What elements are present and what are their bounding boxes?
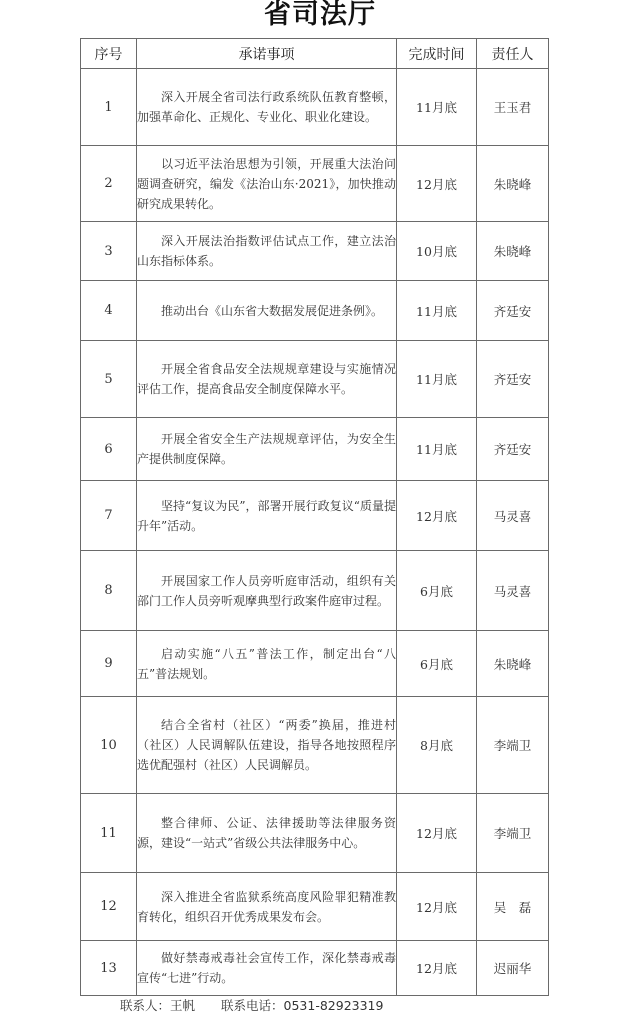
row-item: 深入开展法治指数评估试点工作，建立法治山东指标体系。 [137, 222, 397, 281]
row-time: 11月底 [397, 281, 477, 341]
row-item: 做好禁毒戒毒社会宣传工作，深化禁毒戒毒宣传“七进”行动。 [137, 941, 397, 996]
contact-footer [120, 996, 383, 1014]
table-row [81, 551, 549, 631]
row-item: 开展国家工作人员旁听庭审活动，组织有关部门工作人员旁听观摩典型行政案件庭审过程。 [137, 551, 397, 631]
row-owner: 朱晓峰 [477, 222, 549, 281]
row-seq: 4 [81, 281, 137, 341]
row-owner: 吴 磊 [477, 873, 549, 941]
row-seq: 3 [81, 222, 137, 281]
row-seq: 12 [81, 873, 137, 941]
row-owner: 朱晓峰 [477, 146, 549, 222]
row-owner: 马灵喜 [477, 481, 549, 551]
row-seq: 2 [81, 146, 137, 222]
contact-person: 联系人：王帆 [120, 998, 196, 1013]
row-owner: 李端卫 [477, 697, 549, 794]
row-time: 10月底 [397, 222, 477, 281]
row-time: 11月底 [397, 69, 477, 146]
row-item: 推动出台《山东省大数据发展促进条例》。 [137, 281, 397, 341]
header-item: 承诺事项 [137, 39, 397, 69]
table-row [81, 873, 549, 941]
table-row [81, 418, 549, 481]
table-row [81, 631, 549, 697]
row-owner: 李端卫 [477, 794, 549, 873]
row-owner: 迟丽华 [477, 941, 549, 996]
row-owner: 马灵喜 [477, 551, 549, 631]
row-time: 8月底 [397, 697, 477, 794]
row-item: 深入推进全省监狱系统高度风险罪犯精准教育转化，组织召开优秀成果发布会。 [137, 873, 397, 941]
row-item: 开展全省食品安全法规规章建设与实施情况评估工作，提高食品安全制度保障水平。 [137, 341, 397, 418]
table-row [81, 794, 549, 873]
row-time: 12月底 [397, 481, 477, 551]
row-seq: 9 [81, 631, 137, 697]
table-row [81, 341, 549, 418]
row-time: 6月底 [397, 631, 477, 697]
row-seq: 1 [81, 69, 137, 146]
row-item: 启动实施“八五”普法工作，制定出台“八五”普法规划。 [137, 631, 397, 697]
table-row [81, 146, 549, 222]
row-time: 12月底 [397, 873, 477, 941]
row-seq: 10 [81, 697, 137, 794]
row-time: 11月底 [397, 418, 477, 481]
row-seq: 6 [81, 418, 137, 481]
row-item: 深入开展全省司法行政系统队伍教育整顿，加强革命化、正规化、专业化、职业化建设。 [137, 69, 397, 146]
row-owner: 王玉君 [477, 69, 549, 146]
row-item: 坚持“复议为民”，部署开展行政复议“质量提升年”活动。 [137, 481, 397, 551]
row-owner: 齐廷安 [477, 418, 549, 481]
table-row [81, 697, 549, 794]
table-row [81, 69, 549, 146]
table-row [81, 481, 549, 551]
row-item: 以习近平法治思想为引领，开展重大法治问题调查研究，编发《法治山东·2021》，加快推动研究成果转化。 [137, 146, 397, 222]
header-seq: 序号 [81, 39, 137, 69]
header-owner: 责任人 [477, 39, 549, 69]
table-row [81, 222, 549, 281]
row-time: 11月底 [397, 341, 477, 418]
row-seq: 7 [81, 481, 137, 551]
page-title: 省司法厅 [264, 0, 376, 30]
row-seq: 13 [81, 941, 137, 996]
commitment-table [80, 38, 549, 996]
row-item: 整合律师、公证、法律援助等法律服务资源，建设“一站式”省级公共法律服务中心。 [137, 794, 397, 873]
row-seq: 5 [81, 341, 137, 418]
row-time: 12月底 [397, 146, 477, 222]
header-time: 完成时间 [397, 39, 477, 69]
table-header-row [81, 39, 549, 69]
row-owner: 朱晓峰 [477, 631, 549, 697]
row-item: 结合全省村（社区）“两委”换届，推进村（社区）人民调解队伍建设，指导各地按照程序选优配强村（社区）人民调解员。 [137, 697, 397, 794]
row-time: 12月底 [397, 794, 477, 873]
row-time: 12月底 [397, 941, 477, 996]
row-seq: 11 [81, 794, 137, 873]
row-time: 6月底 [397, 551, 477, 631]
table-row [81, 941, 549, 996]
row-item: 开展全省安全生产法规规章评估，为安全生产提供制度保障。 [137, 418, 397, 481]
table-row [81, 281, 549, 341]
row-seq: 8 [81, 551, 137, 631]
row-owner: 齐廷安 [477, 341, 549, 418]
row-owner: 齐廷安 [477, 281, 549, 341]
contact-phone: 联系电话：0531-82923319 [221, 998, 384, 1013]
